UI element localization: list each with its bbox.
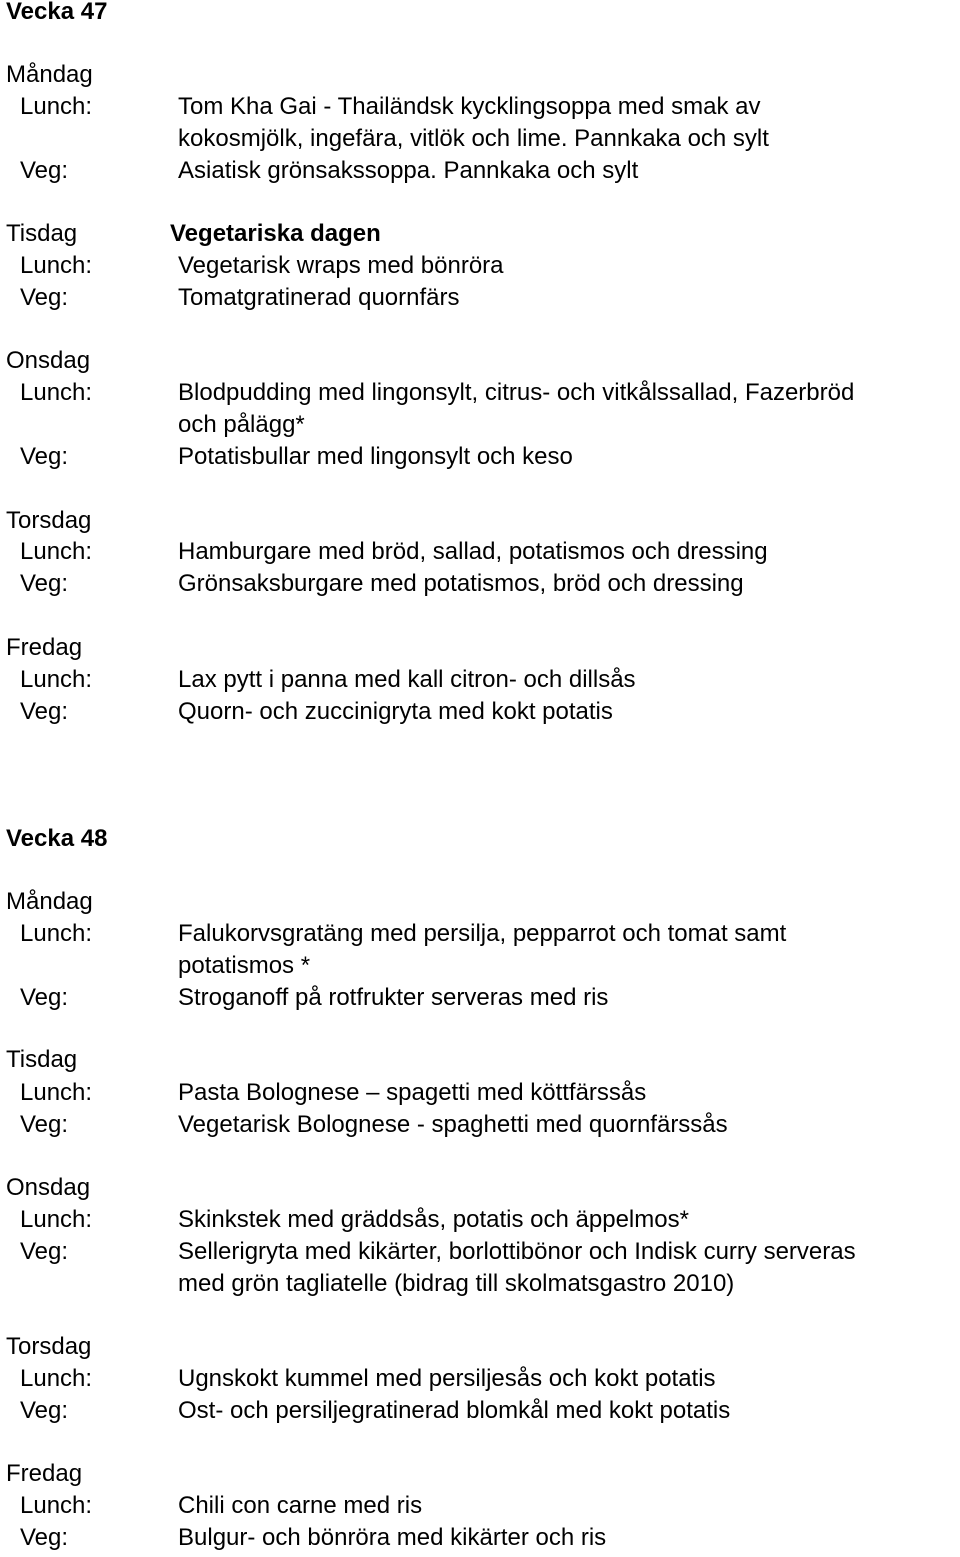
day-name: Onsdag <box>6 1174 91 1201</box>
veg-label: Veg: <box>20 1524 69 1551</box>
lunch-label: Lunch: <box>20 1365 93 1392</box>
day-name: Fredag <box>6 634 83 661</box>
lunch-label: Lunch: <box>20 538 93 565</box>
lunch-line: Vegetarisk wraps med bönröra <box>178 252 504 279</box>
day-name: Måndag <box>6 61 93 88</box>
day-name: Tisdag <box>6 1046 78 1073</box>
veg-label: Veg: <box>20 698 69 725</box>
lunch-label: Lunch: <box>20 666 93 693</box>
veg-line: Vegetarisk Bolognese - spaghetti med quornfärssås <box>178 1111 728 1138</box>
veg-label: Veg: <box>20 570 69 597</box>
lunch-line: kokosmjölk, ingefära, vitlök och lime. Pannkaka och sylt <box>178 125 769 152</box>
lunch-label: Lunch: <box>20 93 93 120</box>
veg-label: Veg: <box>20 284 69 311</box>
lunch-line: Chili con carne med ris <box>178 1492 423 1519</box>
veg-line: Bulgur- och bönröra med kikärter och ris <box>178 1524 607 1551</box>
veg-line: med grön tagliatelle (bidrag till skolmatsgastro 2010) <box>178 1270 735 1297</box>
lunch-label: Lunch: <box>20 1206 93 1233</box>
veg-label: Veg: <box>20 1111 69 1138</box>
day-name: Torsdag <box>6 1333 92 1360</box>
lunch-label: Lunch: <box>20 379 93 406</box>
day-name: Tisdag <box>6 220 78 247</box>
veg-label: Veg: <box>20 984 69 1011</box>
lunch-label: Lunch: <box>20 1492 93 1519</box>
lunch-line: och pålägg* <box>178 411 305 438</box>
veg-line: Ost- och persiljegratinerad blomkål med kokt potatis <box>178 1397 731 1424</box>
veg-line: Potatisbullar med lingonsylt och keso <box>178 443 573 470</box>
veg-line: Tomatgratinerad quornfärs <box>178 284 460 311</box>
veg-line: Quorn- och zuccinigryta med kokt potatis <box>178 698 613 725</box>
lunch-line: Tom Kha Gai - Thailändsk kycklingsoppa med smak av <box>178 93 761 120</box>
veg-line: Asiatisk grönsakssoppa. Pannkaka och sylt <box>178 157 639 184</box>
veg-label: Veg: <box>20 443 69 470</box>
lunch-line: Hamburgare med bröd, sallad, potatismos och dressing <box>178 538 768 565</box>
week-title: Vecka 47 <box>6 0 108 25</box>
lunch-label: Lunch: <box>20 252 93 279</box>
lunch-label: Lunch: <box>20 920 93 947</box>
lunch-line: Falukorvsgratäng med persilja, pepparrot och tomat samt <box>178 920 787 947</box>
day-heading: Vegetariska dagen <box>170 220 381 247</box>
veg-label: Veg: <box>20 1238 69 1265</box>
lunch-line: Blodpudding med lingonsylt, citrus- och vitkålssallad, Fazerbröd <box>178 379 855 406</box>
lunch-line: Skinkstek med gräddsås, potatis och äppelmos* <box>178 1206 689 1233</box>
lunch-line: Pasta Bolognese – spagetti med köttfärssås <box>178 1079 647 1106</box>
veg-label: Veg: <box>20 1397 69 1424</box>
day-name: Onsdag <box>6 347 91 374</box>
veg-line: Grönsaksburgare med potatismos, bröd och dressing <box>178 570 744 597</box>
veg-line: Sellerigryta med kikärter, borlottibönor och Indisk curry serveras <box>178 1238 856 1265</box>
day-name: Torsdag <box>6 507 92 534</box>
veg-line: Stroganoff på rotfrukter serveras med ris <box>178 984 609 1011</box>
lunch-line: potatismos * <box>178 952 311 979</box>
veg-label: Veg: <box>20 157 69 184</box>
lunch-label: Lunch: <box>20 1079 93 1106</box>
day-name: Måndag <box>6 888 93 915</box>
lunch-line: Lax pytt i panna med kall citron- och dillsås <box>178 666 636 693</box>
week-title: Vecka 48 <box>6 825 108 852</box>
day-name: Fredag <box>6 1460 83 1487</box>
lunch-line: Ugnskokt kummel med persiljesås och kokt potatis <box>178 1365 716 1392</box>
